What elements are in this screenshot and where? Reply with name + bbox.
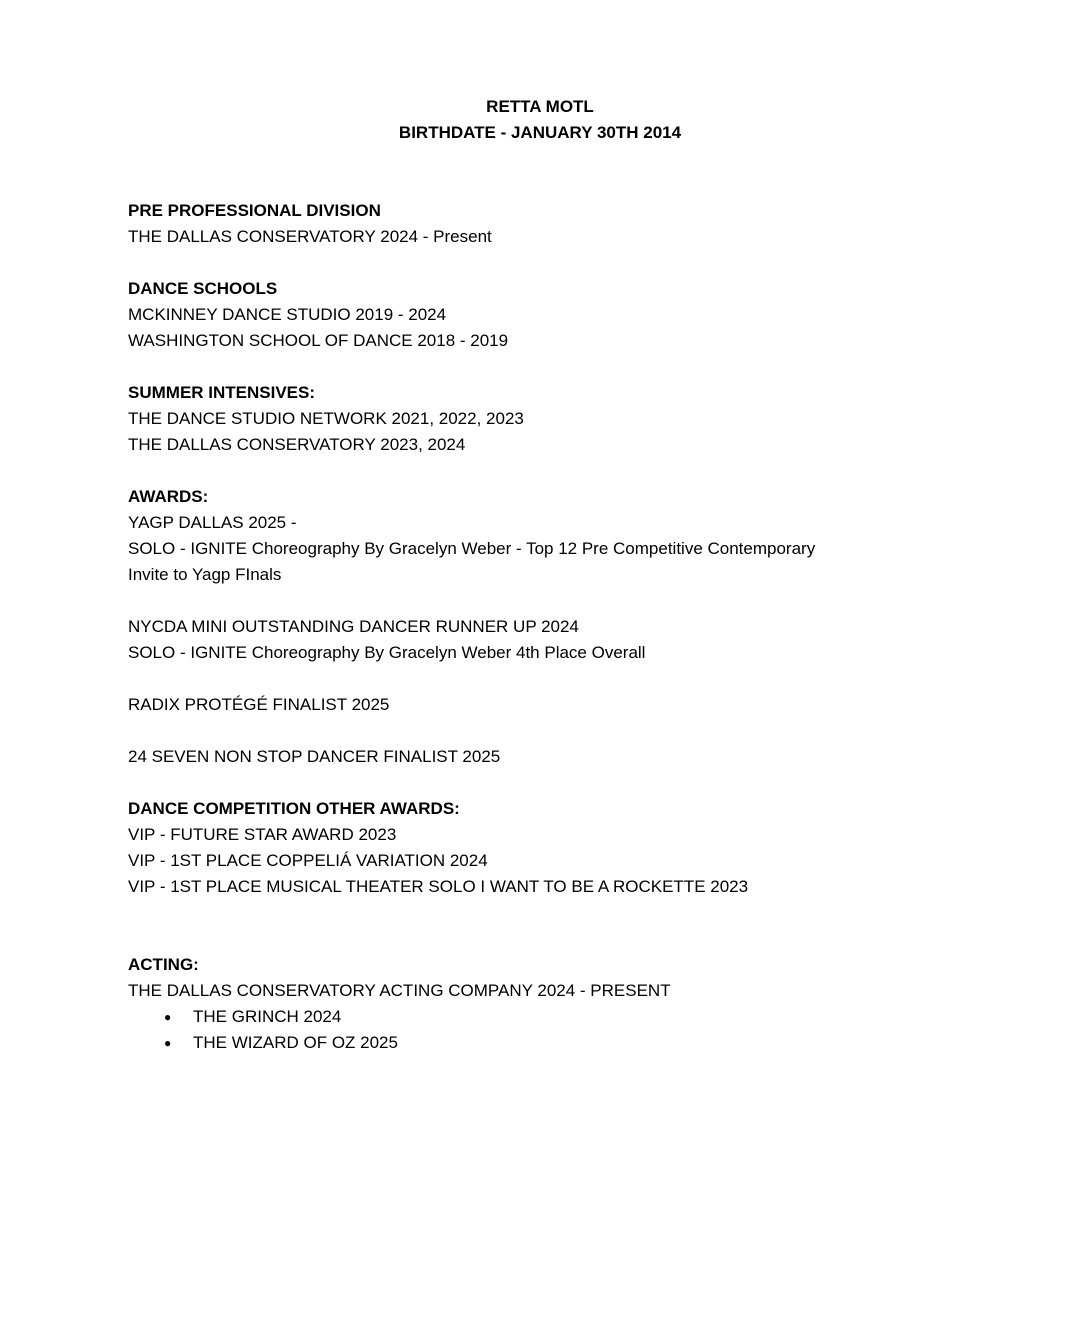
bullet-list-item bbox=[128, 1004, 952, 1030]
doc-line: VIP - 1ST PLACE MUSICAL THEATER SOLO I WANT TO BE A ROCKETTE 2023 bbox=[128, 877, 749, 896]
doc-line: NYCDA MINI OUTSTANDING DANCER RUNNER UP 2024 bbox=[128, 617, 579, 636]
document-header bbox=[128, 94, 952, 146]
document-body bbox=[128, 198, 952, 1056]
doc-line: 24 SEVEN NON STOP DANCER FINALIST 2025 bbox=[128, 747, 501, 766]
section-heading: PRE PROFESSIONAL DIVISION bbox=[128, 201, 381, 220]
section-heading: ACTING: bbox=[128, 955, 199, 974]
doc-line: THE DANCE STUDIO NETWORK 2021, 2022, 2023 bbox=[128, 409, 524, 428]
doc-line: SOLO - IGNITE Choreography By Gracelyn Weber 4th Place Overall bbox=[128, 643, 646, 662]
blank-line bbox=[128, 926, 952, 952]
section-heading: SUMMER INTENSIVES: bbox=[128, 383, 316, 402]
bullet-text: THE WIZARD OF OZ 2025 bbox=[193, 1033, 398, 1052]
document-subtitle: BIRTHDATE - JANUARY 30TH 2014 bbox=[398, 123, 682, 142]
doc-line: MCKINNEY DANCE STUDIO 2019 - 2024 bbox=[128, 305, 447, 324]
doc-line: SOLO - IGNITE Choreography By Gracelyn Weber - Top 12 Pre Competitive Contemporary bbox=[128, 539, 816, 558]
doc-line: VIP - FUTURE STAR AWARD 2023 bbox=[128, 825, 397, 844]
blank-line bbox=[128, 718, 952, 744]
document-title: RETTA MOTL bbox=[486, 97, 594, 116]
blank-line bbox=[128, 250, 952, 276]
doc-line: VIP - 1ST PLACE COPPELIÁ VARIATION 2024 bbox=[128, 851, 488, 870]
doc-line: RADIX PROTÉGÉ FINALIST 2025 bbox=[128, 695, 390, 714]
section-heading: AWARDS: bbox=[128, 487, 209, 506]
blank-line bbox=[128, 900, 952, 926]
doc-line: THE DALLAS CONSERVATORY 2023, 2024 bbox=[128, 435, 466, 454]
doc-line: THE DALLAS CONSERVATORY ACTING COMPANY 2024 - PRESENT bbox=[128, 981, 671, 1000]
doc-line: Invite to Yagp FInals bbox=[128, 565, 282, 584]
doc-line: WASHINGTON SCHOOL OF DANCE 2018 - 2019 bbox=[128, 331, 509, 350]
bullet-icon: ● bbox=[164, 1036, 172, 1050]
bullet-list-item bbox=[128, 1030, 952, 1056]
doc-line: THE DALLAS CONSERVATORY 2024 - Present bbox=[128, 227, 492, 246]
section-heading: DANCE SCHOOLS bbox=[128, 279, 278, 298]
section-heading: DANCE COMPETITION OTHER AWARDS: bbox=[128, 799, 460, 818]
blank-line bbox=[128, 666, 952, 692]
blank-line bbox=[128, 458, 952, 484]
blank-line bbox=[128, 588, 952, 614]
bullet-text: THE GRINCH 2024 bbox=[193, 1007, 342, 1026]
blank-line bbox=[128, 354, 952, 380]
doc-line: YAGP DALLAS 2025 - bbox=[128, 513, 297, 532]
blank-line bbox=[128, 770, 952, 796]
bullet-icon: ● bbox=[164, 1010, 172, 1024]
